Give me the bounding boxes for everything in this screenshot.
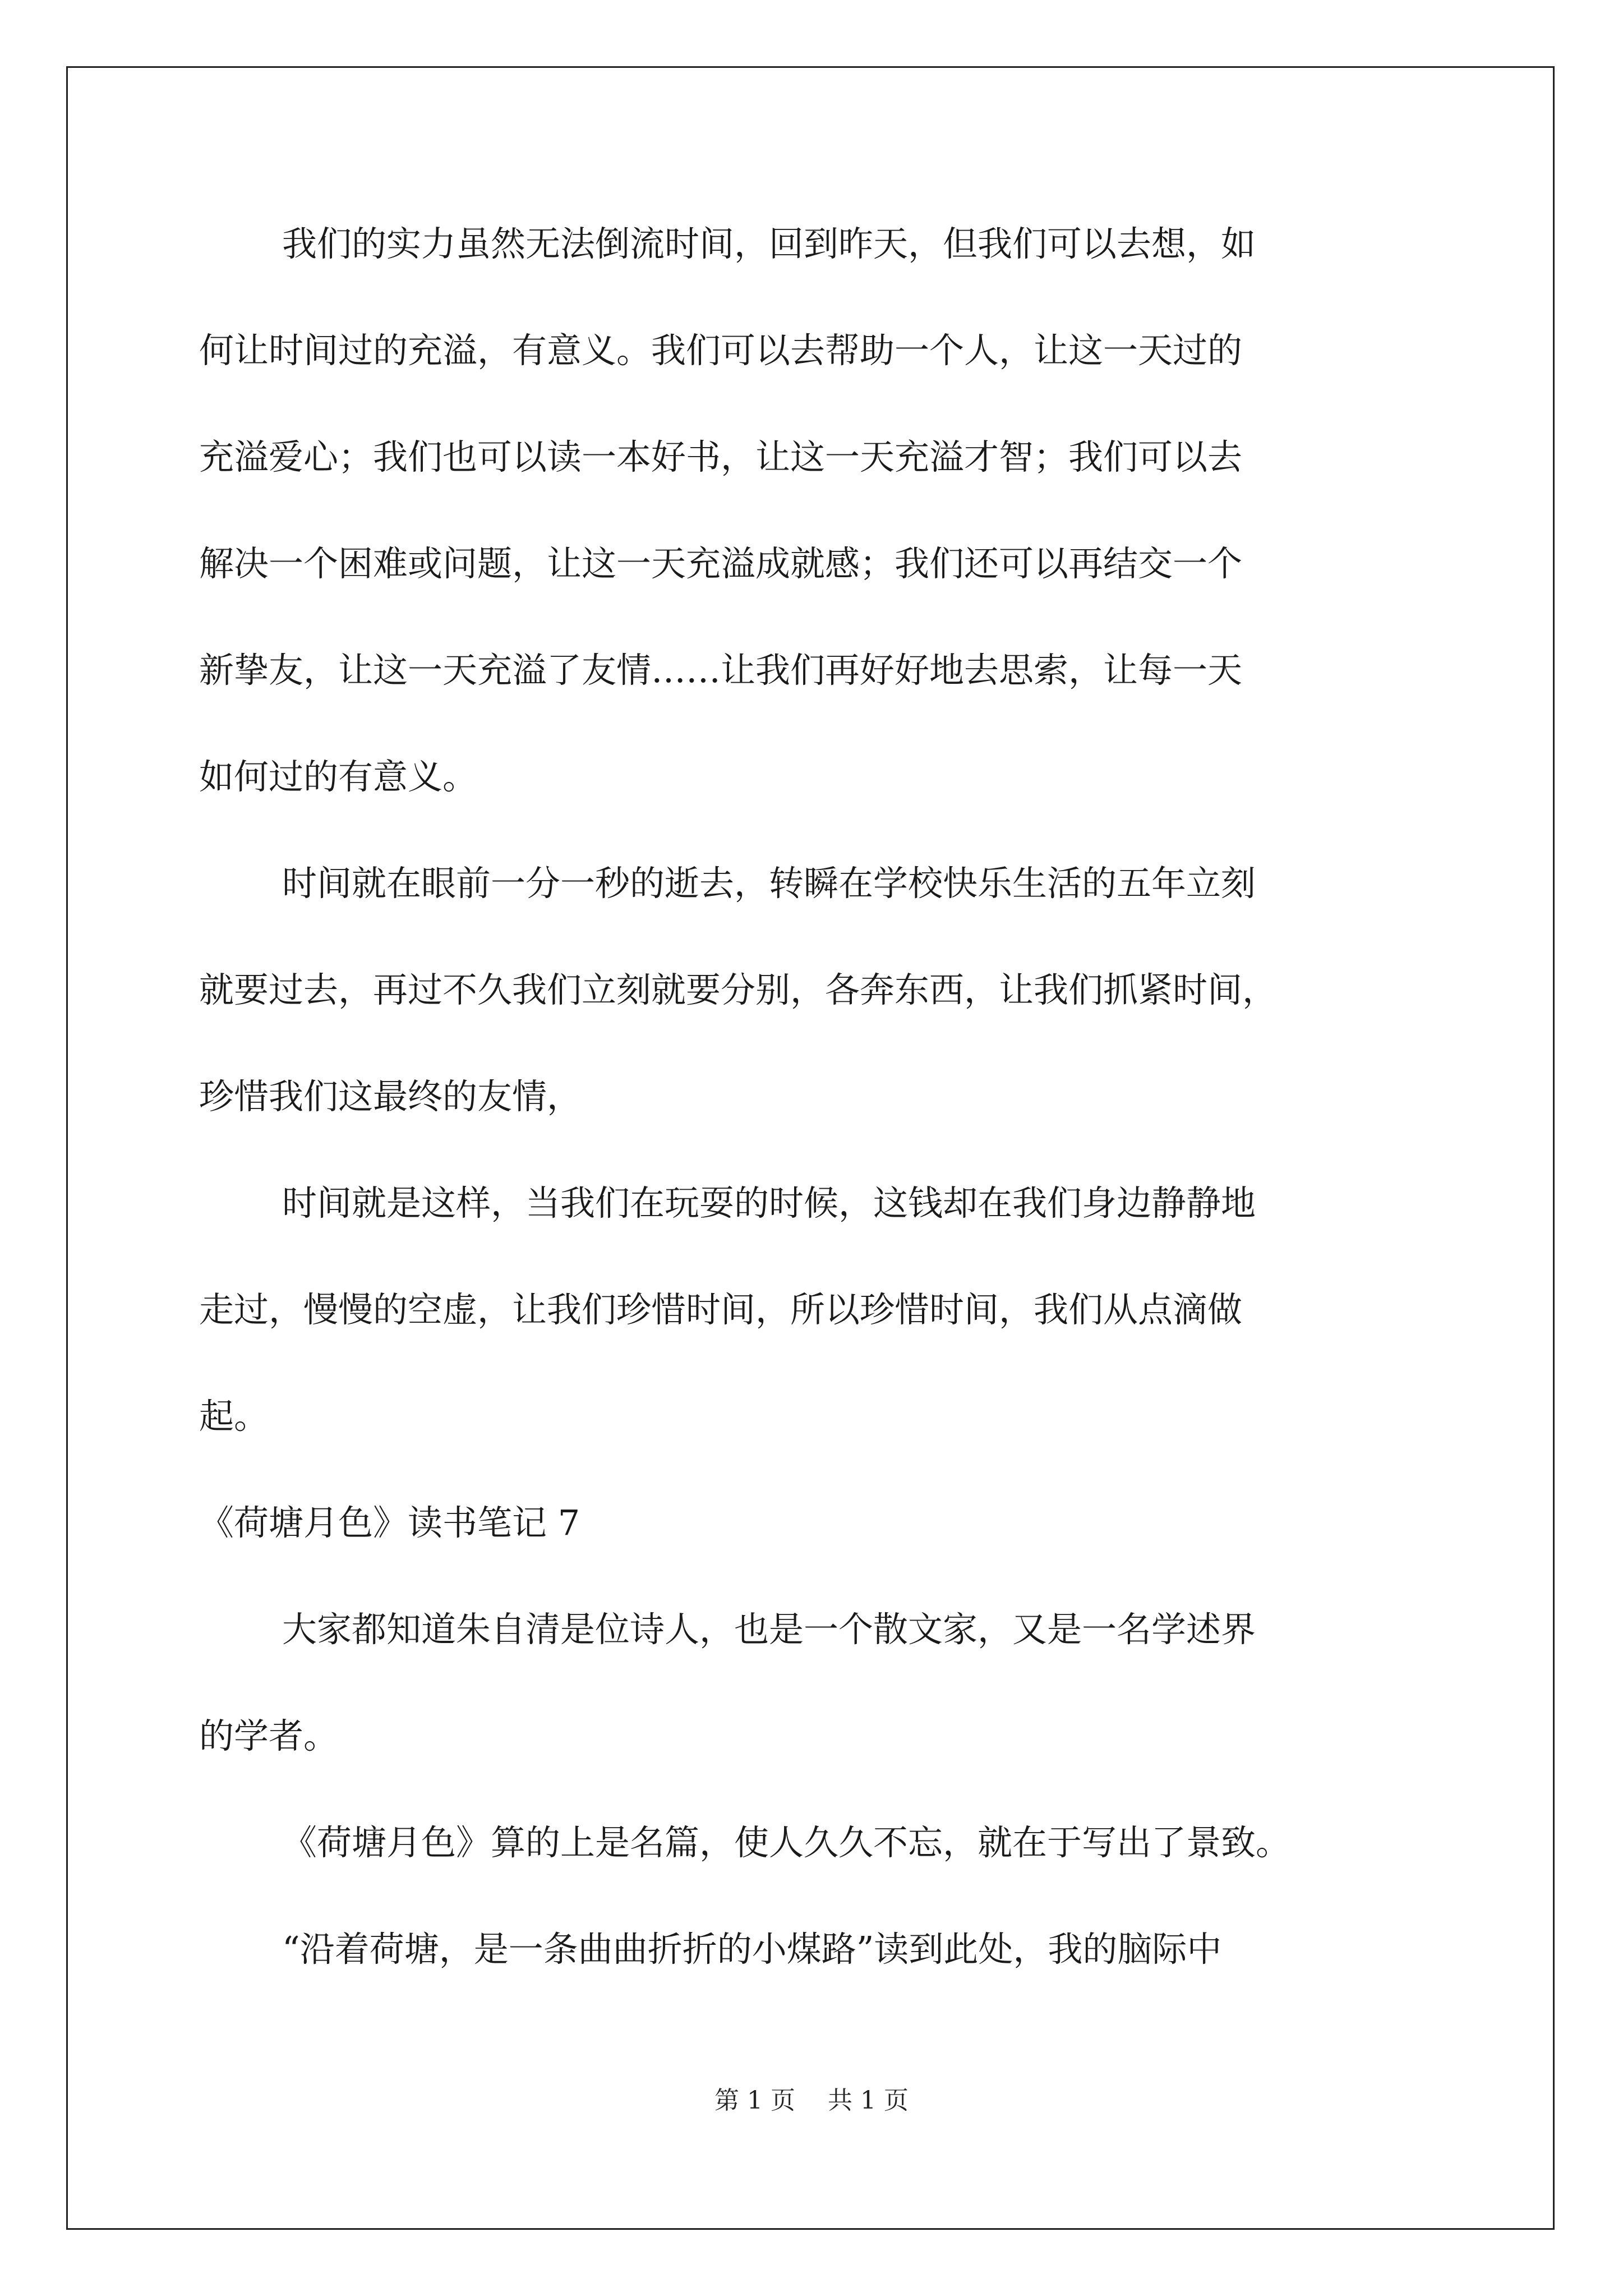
text-line: 时间就是这样，当我们在玩耍的时候，这钱却在我们身边静静地 <box>282 1182 1256 1223</box>
page-footer <box>0 2084 1623 2118</box>
section-heading: 《荷塘月色》读书笔记 7 <box>199 1502 580 1543</box>
text-line: 珍惜我们这最终的友情， <box>199 1076 582 1117</box>
text-line: 如何过的有意义。 <box>199 756 478 797</box>
text-line: 解决一个困难或问题，让这一天充溢成就感；我们还可以再结交一个 <box>199 543 1243 584</box>
text-line: 就要过去，再过不久我们立刻就要分别，各奔东西，让我们抓紧时间， <box>199 969 1278 1010</box>
text-line: 大家都知道朱自清是位诗人，也是一个散文家，又是一名学述界 <box>282 1609 1256 1650</box>
text-line: 走过，慢慢的空虚，让我们珍惜时间，所以珍惜时间，我们从点滴做 <box>199 1289 1243 1330</box>
text-line: 起。 <box>199 1396 269 1437</box>
total-pages: 共 1 页 <box>828 2086 909 2115</box>
page-number: 第 1 页 <box>714 2086 795 2115</box>
text-line: 的学者。 <box>199 1715 339 1756</box>
text-line: 充溢爱心；我们也可以读一本好书，让这一天充溢才智；我们可以去 <box>199 436 1243 477</box>
text-line: “沿着荷塘，是一条曲曲折折的小煤路”读到此处，我的脑际中 <box>282 1929 1222 1970</box>
text-line: 《荷塘月色》算的上是名篇，使人久久不忘，就在于写出了景致。 <box>282 1822 1291 1863</box>
text-line: 新挚友，让这一天充溢了友情……让我们再好好地去思索，让每一天 <box>199 650 1243 691</box>
page-frame <box>66 66 1555 2230</box>
text-line: 何让时间过的充溢，有意义。我们可以去帮助一个人，让这一天过的 <box>199 330 1243 371</box>
text-line: 时间就在眼前一分一秒的逝去，转瞬在学校快乐生活的五年立刻 <box>282 863 1256 904</box>
text-line: 我们的实力虽然无法倒流时间，回到昨天，但我们可以去想，如 <box>282 223 1256 264</box>
